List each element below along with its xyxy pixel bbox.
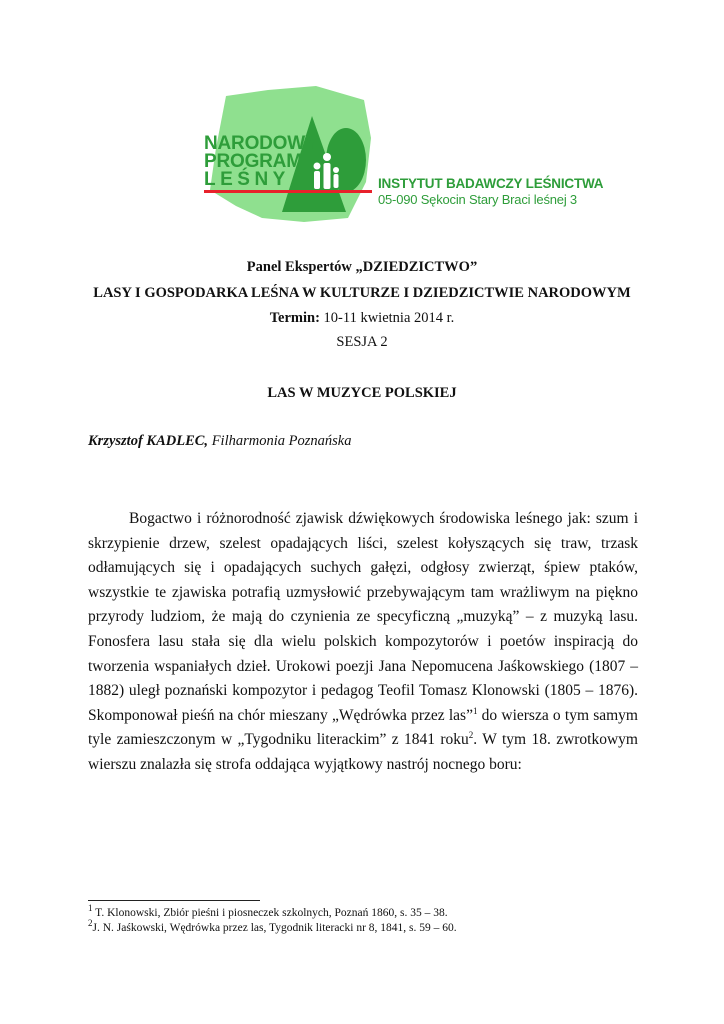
footnote-mark-2: 2 bbox=[88, 917, 93, 928]
footnote-ref-2[interactable]: 2 bbox=[468, 730, 474, 741]
author-line bbox=[88, 433, 351, 450]
author-affiliation: Filharmonia Poznańska bbox=[208, 433, 352, 449]
conference-title: LASY I GOSPODARKA LEŚNA W KULTURZE I DZIEDZICTWIE NARODOWYM bbox=[93, 285, 631, 301]
body-paragraph bbox=[88, 507, 638, 778]
footnote-mark-1: 1 bbox=[88, 903, 93, 914]
paragraph-text-3: . W tym 18. zwrotkowym wierszu znalazła się strofa oddająca wyjątkowy nastrój nocnego boru: bbox=[88, 731, 638, 773]
program-name-line-3: LEŚNY bbox=[204, 169, 290, 190]
footnote-1 bbox=[88, 903, 457, 921]
panel-title: Panel Ekspertów „DZIEDZICTWO” bbox=[246, 259, 478, 275]
author-name: Krzysztof KADLEC, bbox=[88, 433, 209, 449]
footnotes bbox=[88, 903, 457, 935]
footnote-text-1: T. Klonowski, Zbiór pieśni i piosneczek szkolnych, Poznań 1860, s. 35 – 38. bbox=[92, 907, 448, 919]
term-value: 10-11 kwietnia 2014 r. bbox=[319, 310, 455, 326]
paragraph-text-2: do wiersza o tym samym tyle zamieszczonym w „Tygodniku literackim” z 1841 roku bbox=[88, 706, 638, 749]
program-name bbox=[204, 135, 317, 189]
institute-address: 05-090 Sękocin Stary Braci leśnej 3 bbox=[378, 192, 577, 207]
term-label: Termin: bbox=[269, 310, 320, 326]
session-label: SESJA 2 bbox=[336, 334, 388, 350]
footnote-2 bbox=[88, 917, 457, 936]
footnote-ref-1[interactable]: 1 bbox=[472, 705, 478, 716]
article-title: LAS W MUZYCE POLSKIEJ bbox=[267, 385, 457, 401]
paragraph-text-1: Bogactwo i różnorodność zjawisk dźwiękowych środowiska leśnego jak: szum i skrzypienie drzew, szelest opadających liści, szelest kołyszących się traw, trzask odłamujących się i opadających suchych gałęzi, odgłosy zwierząt, śpiew ptaków, wszystkie te zjawiska potrafią uzmysłowić przebywającym tam wrażliwym na piękno przyrody ludziom, że mają do czynienia ze specyficzną „muzyką” – z muzyką lasu. Fonosfera lasu stała się dla wielu polskich kompozytorów i poetów inspiracją do tworzenia wspaniałych dzieł. Urokowi poezji Jana Nepomucena Jaśkowskiego (1807 – 1882) uległ poznański kompozytor i pedagog Teofil Tomasz Klonowski (1805 – 1876). Skomponował pieśń na chór mieszany „Wędrówka przez las” bbox=[88, 510, 638, 724]
program-name-line-2: PROGRAM bbox=[204, 151, 302, 172]
term-line bbox=[0, 310, 724, 327]
institute-name: INSTYTUT BADAWCZY LEŚNICTWA bbox=[378, 176, 604, 191]
footnote-separator bbox=[88, 900, 260, 901]
institute-logo bbox=[196, 78, 604, 228]
footnote-text-2: J. N. Jaśkowski, Wędrówka przez las, Tygodnik literacki nr 8, 1841, s. 59 – 60. bbox=[92, 921, 457, 934]
program-name-line-1: NARODOWY bbox=[204, 133, 318, 154]
paragraph-1 bbox=[88, 507, 638, 778]
